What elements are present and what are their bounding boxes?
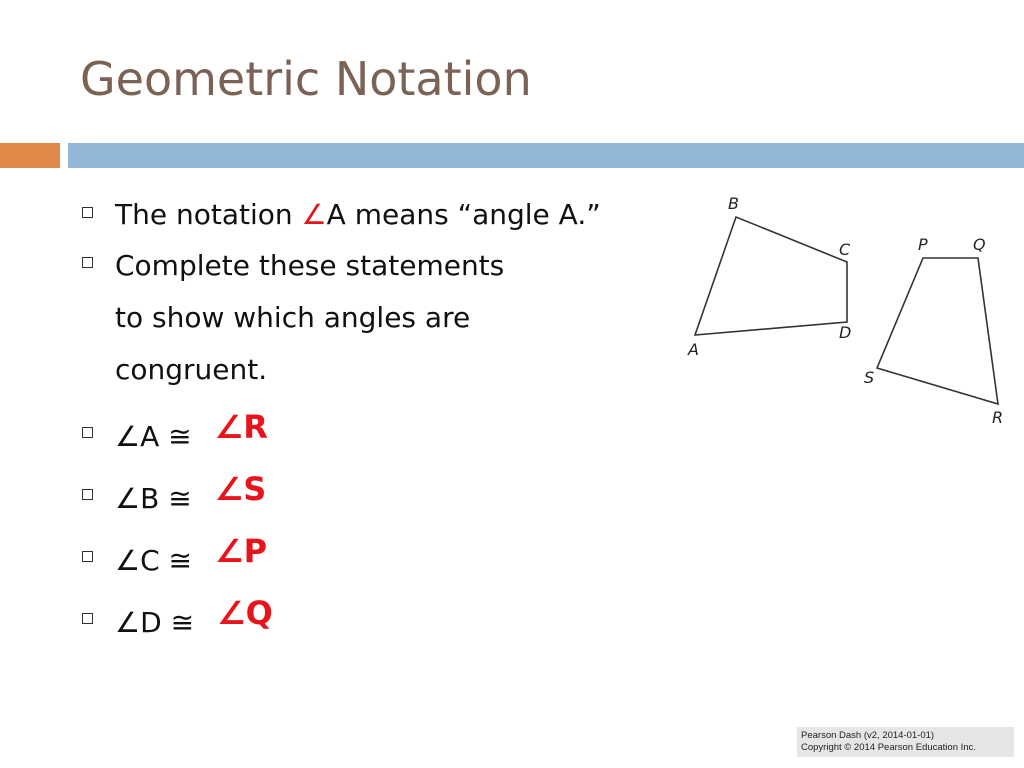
quadrilateral-abcd: [695, 217, 847, 335]
instruction-line-3: congruent.: [115, 353, 268, 386]
bullet-square-icon: [82, 551, 93, 562]
quadrilateral-pqrs: [877, 258, 998, 404]
equation-answer: ∠Q: [216, 594, 273, 632]
equation-lhs: ∠A ≅: [115, 420, 192, 453]
instruction-line-2: to show which angles are: [115, 301, 471, 334]
bullet-text-pre: The notation: [115, 198, 302, 231]
footer-line-1: Pearson Dash (v2, 2014-01-01): [801, 730, 935, 741]
equation-row: [82, 472, 702, 534]
equation-row: [82, 410, 702, 472]
equation-lhs: ∠B ≅: [115, 482, 192, 515]
label-b: B: [728, 194, 739, 213]
equation-row: [82, 534, 702, 596]
angle-symbol-red: ∠: [301, 198, 327, 231]
label-a: A: [688, 340, 699, 359]
equation-answer: ∠R: [214, 408, 268, 446]
label-s: S: [864, 368, 875, 387]
bullet-notation: [82, 190, 702, 240]
label-p: P: [918, 235, 928, 254]
accent-bar-blue: [68, 143, 1024, 168]
instruction-line-1: Complete these statements: [115, 249, 505, 282]
equation-lhs: ∠D ≅: [115, 606, 195, 639]
footer-line-2: Copyright © 2014 Pearson Education Inc.: [801, 742, 976, 753]
bullet-square-icon: [82, 207, 93, 218]
bullet-square-icon: [82, 257, 93, 268]
label-q: Q: [973, 235, 986, 254]
label-c: C: [839, 240, 851, 259]
bullet-list: [82, 190, 702, 658]
equation-answer: ∠S: [214, 470, 267, 508]
bullet-square-icon: [82, 489, 93, 500]
accent-bar-orange: [0, 143, 60, 168]
quadrilateral-figure: [680, 182, 1020, 432]
slide-title: Geometric Notation: [80, 52, 532, 106]
bullet-square-icon: [82, 427, 93, 438]
label-r: R: [992, 408, 1004, 427]
equation-answer: ∠P: [214, 532, 268, 570]
bullet-text-post: A means “angle A.”: [326, 198, 601, 231]
bullet-instructions: [82, 240, 702, 396]
copyright-footer: [797, 727, 1014, 757]
bullet-square-icon: [82, 613, 93, 624]
equation-row: [82, 596, 702, 658]
label-d: D: [839, 323, 852, 342]
equation-lhs: ∠C ≅: [115, 544, 193, 577]
